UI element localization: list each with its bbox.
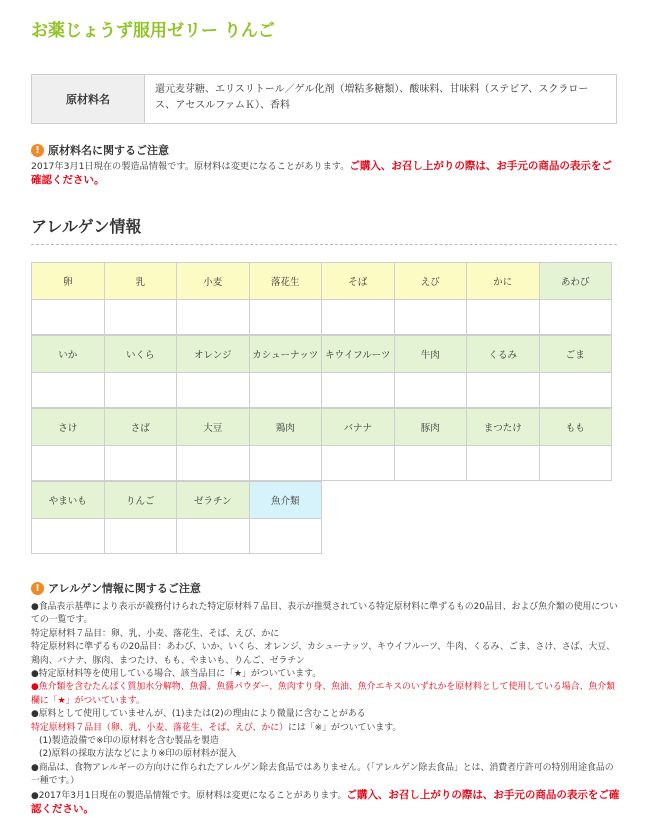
materials-value: 還元麦芽糖、エリスリトール／ゲル化剤（増粘多糖類）、酸味料、甘味料（ステビア、スクラロース、アセスルファムＫ）、香料 [155,84,589,111]
note-text-red: ご購入、お召し上がりの際は、お手元の商品の表示をご確認ください。 [31,788,620,816]
allergy-row [31,262,619,335]
allergen-label: そば [322,263,394,300]
allergy-cell [539,262,613,335]
allergen-label: かに [467,263,539,300]
allergen-mark [395,446,467,480]
allergen-mark [177,446,249,480]
note-line: (2)原料の採取方法などにより※印の原材料が混入 [39,749,237,760]
allergy-row [31,408,619,481]
allergen-mark [32,446,104,480]
allergen-label: ごま [540,336,612,373]
allergen-mark [250,373,322,407]
note-line [31,708,621,735]
allergen-label: 豚肉 [395,409,467,446]
allergen-label: ゼラチン [177,482,249,519]
allergy-cell [176,262,250,335]
allergen-label: いくら [105,336,177,373]
note-line: 特定原材料７品目：卵、乳、小麦、落花生、そば、えび、かに [31,628,280,639]
allergy-cell [249,408,323,481]
allergy-cell [104,262,178,335]
allergy-cell [176,335,250,408]
allergen-label: 牛肉 [395,336,467,373]
allergen-label: オレンジ [177,336,249,373]
note-text: ●2017年3月1日現在の製造品情報です。原材料は変更になることがあります。 [31,790,347,801]
allergen-mark [395,373,467,407]
allergy-cell [176,408,250,481]
allergy-grid [31,262,619,554]
allergen-mark [177,300,249,334]
allergen-label: 小麦 [177,263,249,300]
allergy-cell [104,335,178,408]
allergen-mark [105,446,177,480]
allergen-label: 大豆 [177,409,249,446]
allergen-label: えび [395,263,467,300]
materials-notice-heading [31,142,169,158]
allergen-label: あわび [540,263,612,300]
allergy-notice-heading [31,580,201,596]
allergy-cell [321,262,395,335]
allergy-cell [249,262,323,335]
allergy-cell [539,408,613,481]
note-line: 特定原材料に準ずるもの20品目：あわび、いか、いくら、オレンジ、カシューナッツ、キウイフルーツ、牛肉、くるみ、ごま、さけ、さば、大豆、鶏肉、バナナ、豚肉、まつたけ、もも、やまいも、りんご、ゼラチン [31,642,615,666]
allergen-label: 乳 [105,263,177,300]
allergy-cell [466,262,540,335]
note-line: ●食品表示基準により表示が義務付けられた特定原材料７品目、表示が推奨されている特定原材料に準ずるもの20品目、および魚介類の使用についての一覧です。 [31,602,618,626]
note-line: (1)製造設備で※印の原材料を含む製品を製造 [39,736,219,747]
allergen-mark [32,519,104,553]
allergen-label: やまいも [32,482,104,519]
allergy-cell [104,408,178,481]
allergy-notes [31,601,621,818]
allergy-cell [249,481,323,554]
allergen-mark [540,446,612,480]
allergy-notice-heading-text: アレルゲン情報に関するご注意 [48,582,201,595]
allergy-cell [249,335,323,408]
allergy-cell [394,335,468,408]
allergen-label: 魚介類 [250,482,322,519]
allergen-label: もも [540,409,612,446]
allergen-label: さけ [32,409,104,446]
page-title: お薬じょうず服用ゼリー りんご [31,21,275,41]
allergen-label: バナナ [322,409,394,446]
allergen-label: まつたけ [467,409,539,446]
allergen-mark [105,373,177,407]
note-text: ●原料として使用していませんが、(1)または(2)の理由により微量に含むことがある [31,709,366,720]
allergen-mark [395,300,467,334]
note-line-red: ●魚介類を含むたんぱく質加水分解物、魚醤、魚醤パウダー、魚肉すり身、魚油、魚介エキスのいずれかを原材料として使用している場合、魚介類欄に「★」がついています。 [31,682,615,706]
allergen-mark [250,446,322,480]
materials-notice-body [31,160,621,187]
allergy-row [31,481,619,554]
allergen-mark [32,373,104,407]
allergen-mark [322,300,394,334]
allergen-mark [105,300,177,334]
materials-notice-highlight: ご購入、お召し上がりの際は、お手元の商品の表示をご確認ください。 [31,160,612,186]
allergy-cell [394,262,468,335]
allergy-cell [176,481,250,554]
allergy-cell [321,408,395,481]
allergy-title: アレルゲン情報 [31,217,142,236]
exclamation-icon: ! [31,144,44,157]
allergen-label: りんご [105,482,177,519]
allergy-cell [539,335,613,408]
allergy-cell [31,481,105,554]
note-text-red: 特定原材料７品目（卵、乳、小麦、落花生、そば、えび、かに） [31,722,289,733]
materials-label: 原材料名 [32,75,145,123]
allergy-cell [321,335,395,408]
allergy-row [31,335,619,408]
note-line: ●商品は、食物アレルギーの方向けに作られたアレルゲン除去食品ではありません。（「アレルゲン除去食品」とは、消費者庁許可の特別用途食品の一種です。） [31,762,614,787]
note-line: ●特定原材料等を使用している場合、該当品目に「★」がついています。 [31,669,322,680]
allergy-cell [31,262,105,335]
allergen-label: キウイフルーツ [322,336,394,373]
note-line [31,789,621,818]
allergen-mark [467,373,539,407]
exclamation-icon: ! [31,582,44,595]
allergen-label: 鶏肉 [250,409,322,446]
allergy-cell [31,408,105,481]
allergen-mark [177,519,249,553]
allergy-cell [466,408,540,481]
allergen-mark [177,373,249,407]
allergen-mark [250,519,322,553]
allergen-label: カシューナッツ [250,336,322,373]
allergen-label: いか [32,336,104,373]
allergen-label: さば [105,409,177,446]
allergen-mark [467,446,539,480]
allergen-mark [322,446,394,480]
allergen-mark [322,373,394,407]
allergy-cell [104,481,178,554]
materials-notice-text: 2017年3月1日現在の製造品情報です。原材料は変更になることがあります。 [31,161,350,172]
allergen-mark [105,519,177,553]
allergen-mark [32,300,104,334]
allergen-mark [250,300,322,334]
allergy-cell [31,335,105,408]
materials-notice-heading-text: 原材料名に関するご注意 [48,144,169,157]
allergen-label: 落花生 [250,263,322,300]
divider [31,244,617,245]
allergen-mark [540,300,612,334]
materials-table [31,74,617,124]
allergen-label: くるみ [467,336,539,373]
allergy-cell [394,408,468,481]
allergy-cell [466,335,540,408]
note-text: には「※」がついています。 [288,722,402,733]
allergen-mark [467,300,539,334]
allergen-label: 卵 [32,263,104,300]
allergen-mark [540,373,612,407]
